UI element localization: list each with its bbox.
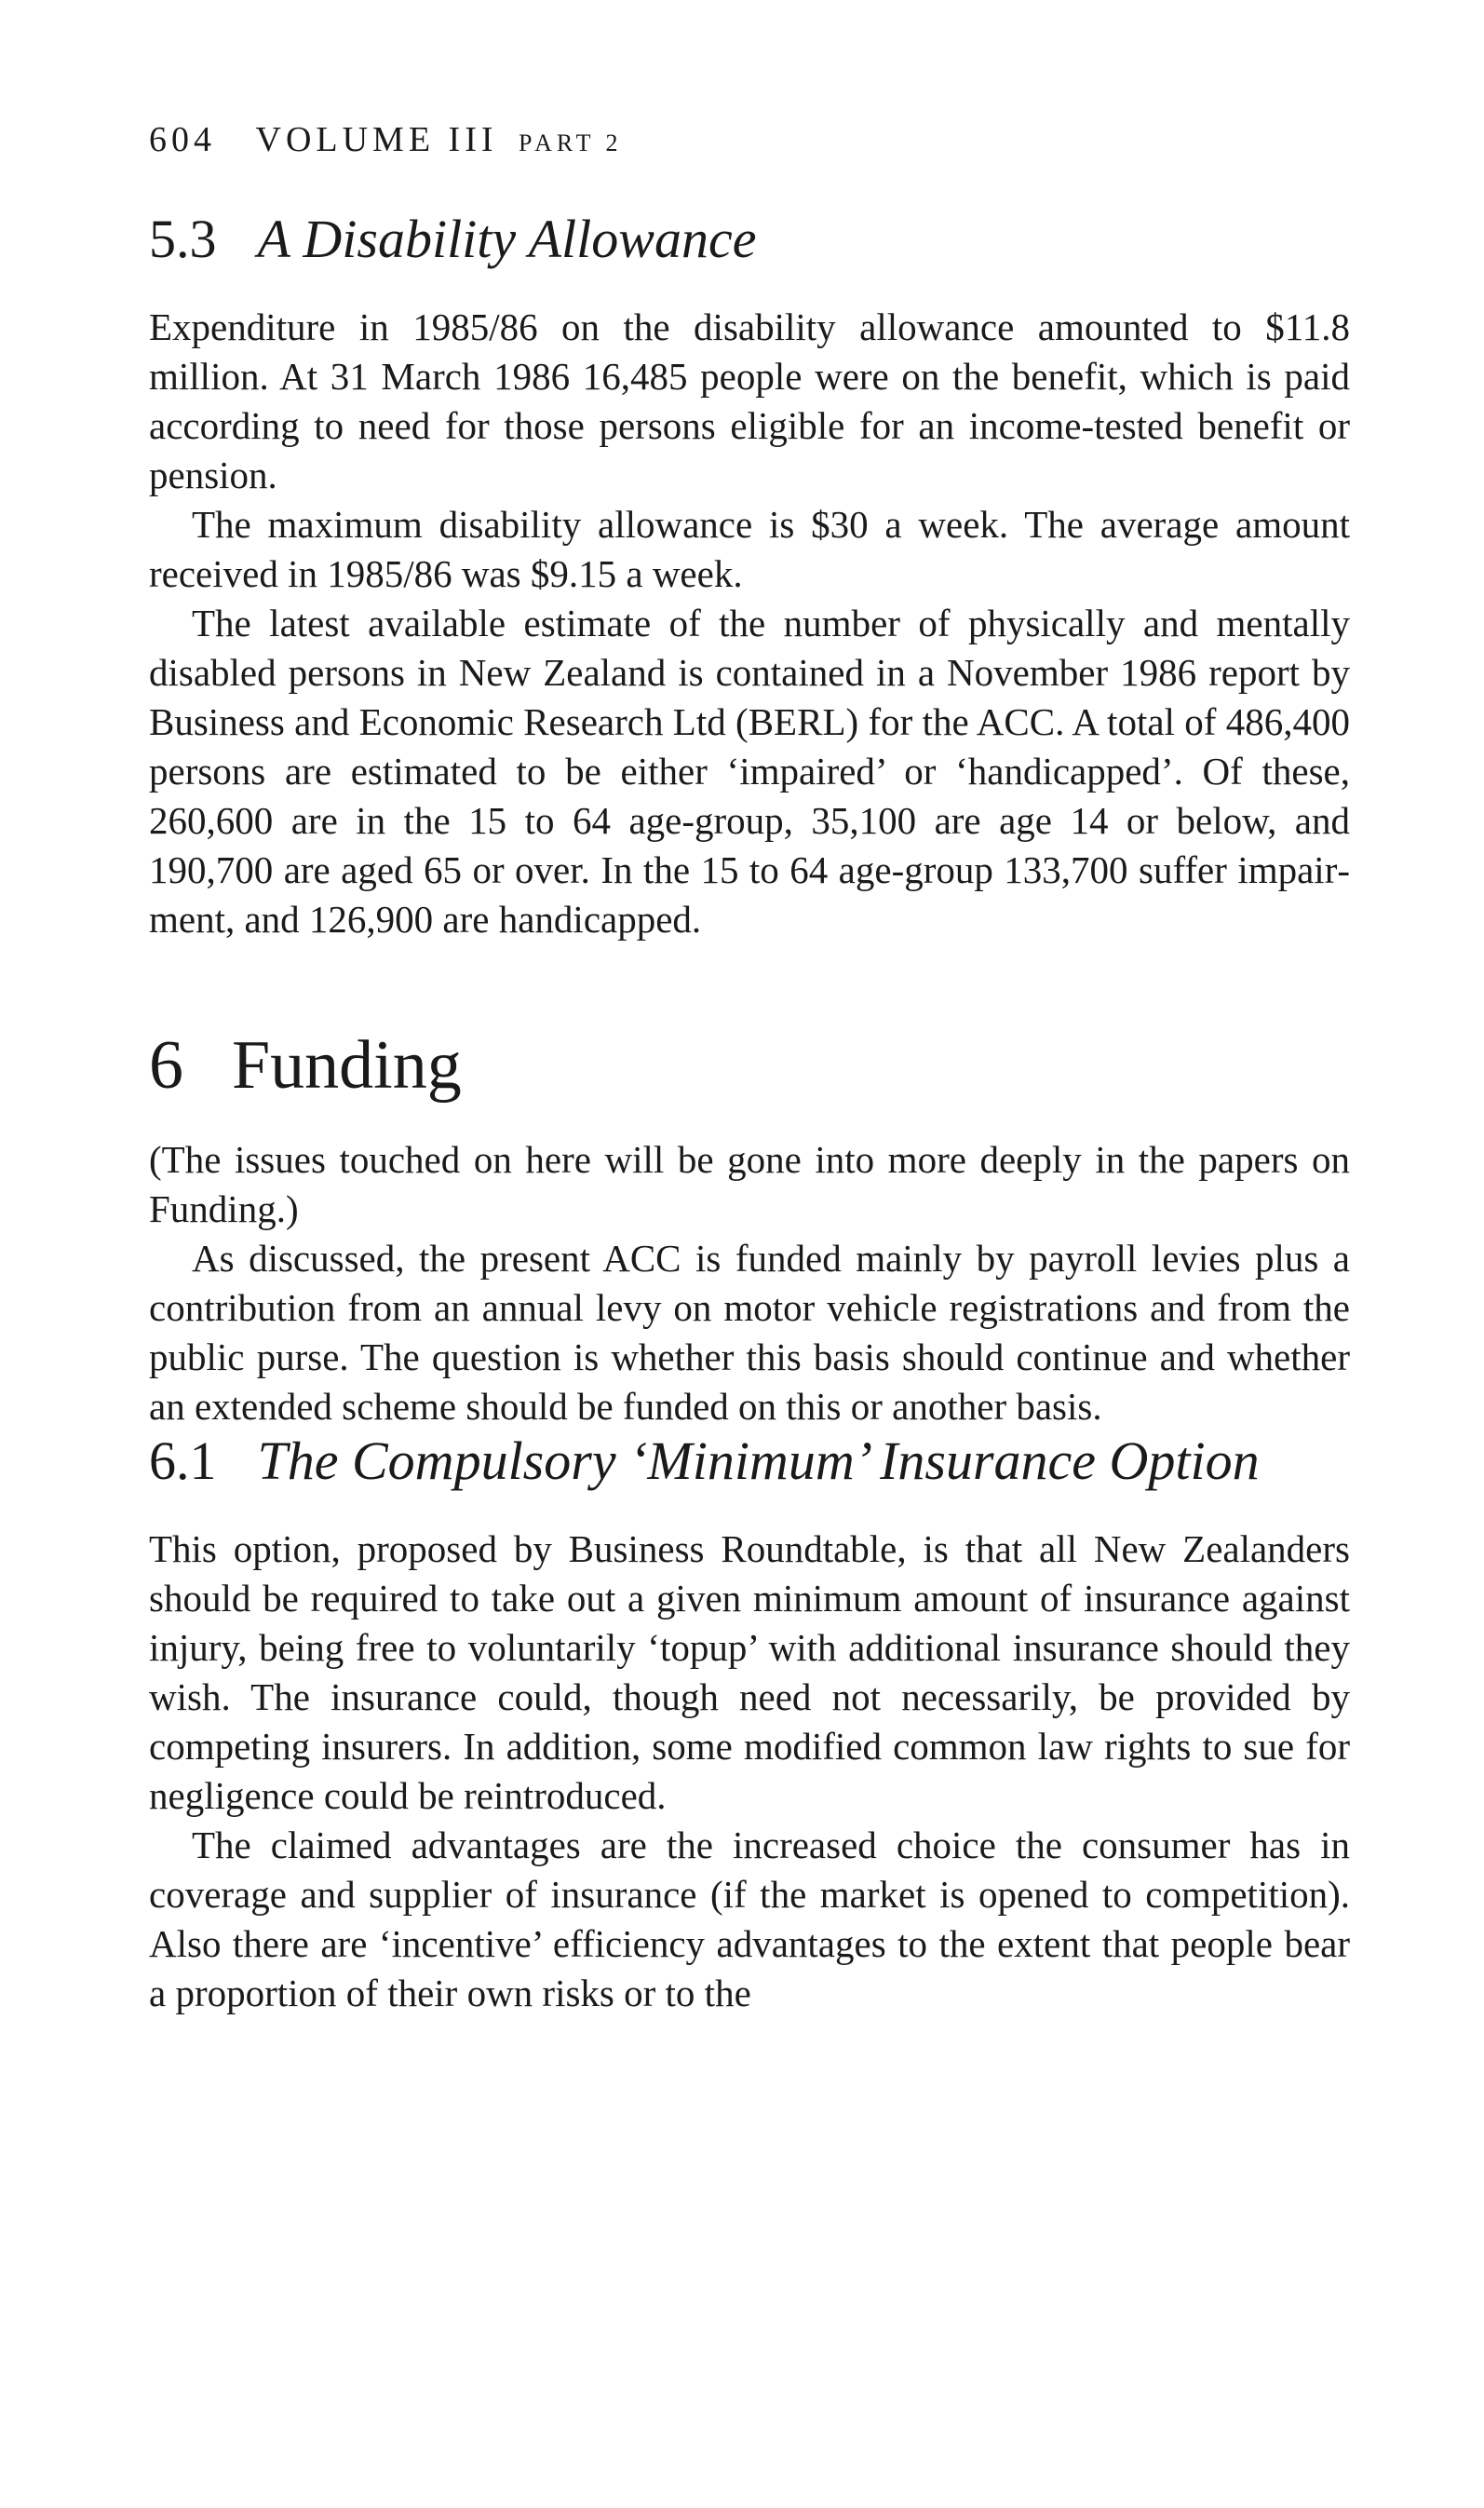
page-content — [149, 210, 1350, 2018]
chapter-number: 6 — [149, 1026, 183, 1104]
paragraph: The claimed advantages are the increased choice the consumer has in coverage and supplier of insurance (if the market is opened to competition). Also there are ‘incentive’ efficiency advantages to the extent that people bear a proportion of their own risks or to the — [149, 1823, 1350, 2014]
running-head — [149, 119, 623, 160]
section-number: 6.1 — [149, 1430, 217, 1492]
section-heading-6-1 — [149, 1431, 1350, 1491]
paragraph: As discussed, the present ACC is funded mainly by payroll levies plus a contribution from an annual levy on motor vehicle registrations and from the public purse. The question is whether this basis should continue and whether an extended scheme should be funded on this or another basis. — [149, 1237, 1350, 1429]
paragraph: The maximum disability allowance is $30 a week. The average amount received in 1985/86 was $9.15 a week. — [149, 502, 1350, 595]
volume-label: VOLUME III — [255, 120, 498, 159]
chapter-title: Funding — [232, 1026, 462, 1104]
chapter-heading-6 — [149, 1028, 1350, 1104]
paragraph: Expenditure in 1985/86 on the disability allowance amounted to $11.8 million. At 31 March 1986 16,485 people were on the benefit, which is paid according to need for those persons eligible for an income-tested benefit or pension. — [149, 305, 1350, 496]
page-number: 604 — [149, 120, 216, 159]
section-heading-5-3 — [149, 210, 1350, 269]
paragraph: The latest available estimate of the number of physically and mentally disabled persons in New Zealand is contained in a November 1986 report by Business and Economic Research Ltd (BERL) for the ACC. A total of 486,400 persons are estimated to be either ‘impaired’ or ‘handicapped’. Of these, 260,600 are in the 15 to 64 age-group, 35,100 are age 14 or below, and 190,700 are aged 65 or over. In the 15 to 64 age-group 133,700 suffer impairment, and 126,900 are handicapped. — [149, 601, 1350, 941]
paragraph: (The issues touched on here will be gone into more deeply in the papers on Funding.) — [149, 1138, 1350, 1231]
section-title: The Compulsory ‘Minimum’ Insurance Option — [257, 1430, 1260, 1492]
section-number: 5.3 — [149, 209, 217, 269]
section-title: A Disability Allowance — [257, 209, 757, 269]
paragraph: This option, proposed by Business Roundtable, is that all New Zealanders should be required to take out a given minimum amount of insurance against injury, being free to voluntarily ‘topup’ with additional insurance should they wish. The insurance could, though need not necessarily, be provided by competing insurers. In addition, some modified common law rights to sue for negligence could be reintroduced. — [149, 1526, 1350, 1817]
part-label: PART 2 — [519, 129, 623, 156]
